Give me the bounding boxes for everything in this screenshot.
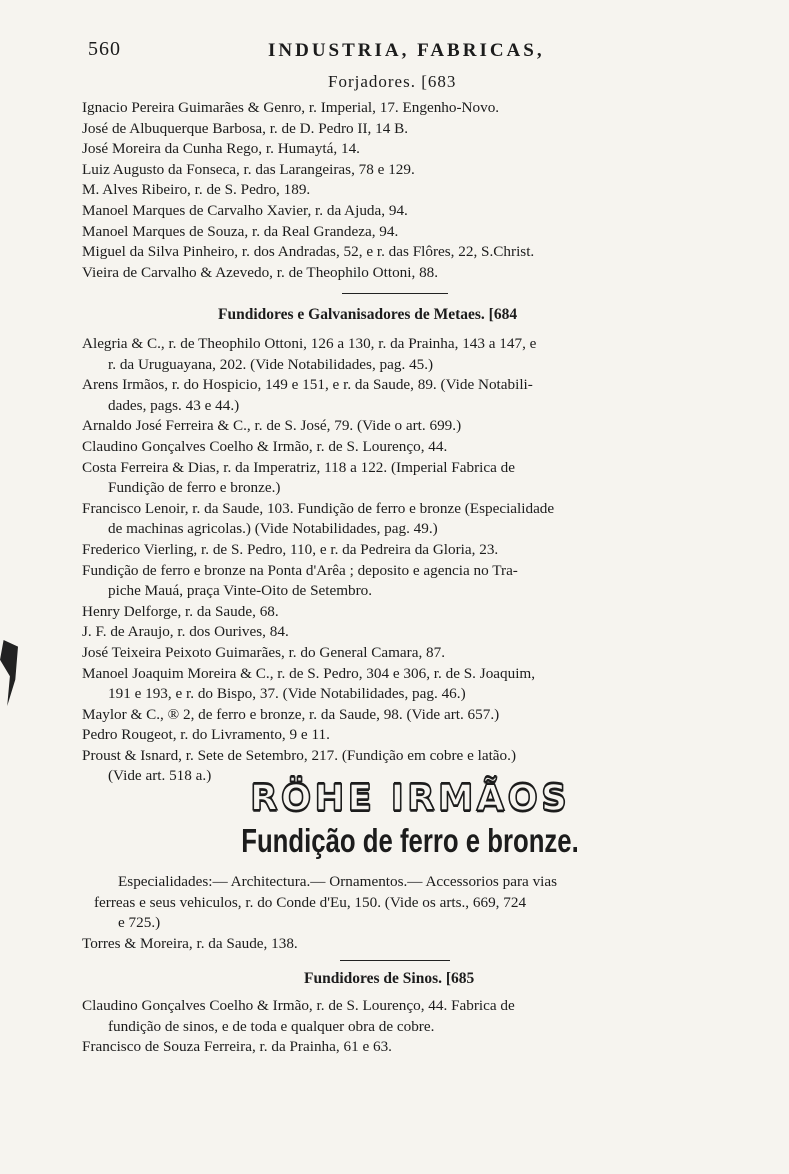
advert-line: e 725.)	[118, 914, 161, 932]
entry-line: Vieira de Carvalho & Azevedo, r. de Theophilo Ottoni, 88.	[82, 263, 439, 281]
list-entry	[82, 139, 732, 160]
advert-line: Especialidades:— Architectura.— Ornamentos.— Accessorios para vias	[118, 873, 558, 890]
entry-line: Alegria & C., r. de Theophilo Ottoni, 126 a 130, r. da Prainha, 143 a 147, e	[82, 335, 537, 352]
list-entry	[82, 375, 732, 416]
entry-line: Maylor & C., ® 2, de ferro e bronze, r. da Saude, 98. (Vide art. 657.)	[82, 705, 500, 723]
list-entry	[82, 602, 732, 623]
list-entry	[82, 119, 732, 140]
entry-line: Manoel Marques de Carvalho Xavier, r. da Ajuda, 94.	[82, 201, 408, 219]
list-entry	[82, 98, 732, 119]
list-entry	[82, 725, 732, 746]
running-head: INDUSTRIA, FABRICAS,	[268, 40, 545, 61]
list-entry	[82, 458, 732, 499]
entry-line: Proust & Isnard, r. Sete de Setembro, 217. (Fundição em cobre e latão.)	[82, 746, 516, 764]
entry-line: Fundição de ferro e bronze.)	[108, 479, 281, 497]
entry-line: dades, pags. 43 e 44.)	[108, 396, 240, 414]
entry-line: Manoel Marques de Souza, r. da Real Grandeza, 94.	[82, 222, 399, 240]
advert-subtitle: Fundição de ferro e bronze.	[241, 822, 579, 859]
section-divider	[340, 960, 450, 961]
entry-line: piche Mauá, praça Vinte-Oito de Setembro.	[108, 582, 373, 600]
list-entry	[82, 242, 732, 263]
entry-line: Arens Irmãos, r. do Hospicio, 149 e 151, e r. da Saude, 89. (Vide Notabili-	[82, 376, 533, 394]
section-divider	[342, 293, 448, 294]
list-entry	[82, 561, 732, 602]
page-number: 560	[88, 38, 121, 60]
entry-line: M. Alves Ribeiro, r. de S. Pedro, 189.	[82, 181, 311, 199]
list-entry	[82, 499, 732, 540]
entry-line: Arnaldo José Ferreira & C., r. de S. José, 79. (Vide o art. 699.)	[82, 417, 462, 435]
list-entry	[82, 201, 732, 222]
list-entry	[82, 705, 732, 726]
entry-line: Henry Delforge, r. da Saude, 68.	[82, 602, 279, 620]
entry-line: Miguel da Silva Pinheiro, r. dos Andradas, 52, e r. das Flôres, 22, S.Christ.	[82, 243, 535, 261]
list-entry	[82, 996, 732, 1037]
list-entry	[82, 622, 732, 643]
advert-body	[82, 872, 732, 934]
list-entry	[82, 437, 732, 458]
list-entry	[82, 664, 732, 705]
section-title-fundidores-sinos: Fundidores de Sinos. [685	[304, 970, 475, 987]
advert-line: ferreas e seus vehiculos, r. do Conde d'Eu, 150. (Vide os arts., 669, 724	[94, 893, 527, 911]
section-continuation-heading: Forjadores. [683	[328, 72, 457, 91]
entry-line: Pedro Rougeot, r. do Livramento, 9 e 11.	[82, 726, 330, 744]
ink-mark	[0, 640, 18, 706]
entry-line: Fundição de ferro e bronze na Ponta d'Arêa ; deposito e agencia no Tra-	[82, 561, 518, 579]
entry-line: Francisco Lenoir, r. da Saude, 103. Fundição de ferro e bronze (Especialidade	[82, 499, 555, 517]
entry-line: Torres & Moreira, r. da Saude, 138.	[82, 935, 298, 952]
list-entry	[82, 416, 732, 437]
entry-line: Claudino Gonçalves Coelho & Irmão, r. de S. Lourenço, 44.	[82, 437, 448, 455]
entry-line: José Teixeira Peixoto Guimarães, r. do General Camara, 87.	[82, 643, 446, 661]
entry-line: José Moreira da Cunha Rego, r. Humaytá, 14.	[82, 140, 360, 158]
entry-list-forjadores	[82, 98, 732, 283]
entry-list-fundidores-metaes	[82, 334, 732, 787]
entry-line: de machinas agricolas.) (Vide Notabilidades, pag. 49.)	[108, 520, 438, 538]
entry-line: José de Albuquerque Barbosa, r. de D. Pedro II, 14 B.	[82, 119, 409, 137]
section-title-fundidores-metaes: Fundidores e Galvanisadores de Metaes. [684	[218, 306, 518, 323]
entry-line: 191 e 193, e r. do Bispo, 37. (Vide Notabilidades, pag. 46.)	[108, 685, 466, 703]
entry-line: Luiz Augusto da Fonseca, r. das Larangeiras, 78 e 129.	[82, 160, 415, 178]
list-entry	[82, 263, 732, 284]
list-entry	[82, 334, 732, 375]
entry-line: Manoel Joaquim Moreira & C., r. de S. Pedro, 304 e 306, r. de S. Joaquim,	[82, 664, 536, 682]
list-entry	[82, 180, 732, 201]
entry-line: r. da Uruguayana, 202. (Vide Notabilidades, pag. 45.)	[108, 355, 434, 373]
entry-line: (Vide art. 518 a.)	[108, 767, 212, 785]
entry-line: Costa Ferreira & Dias, r. da Imperatriz, 118 a 122. (Imperial Fabrica de	[82, 458, 515, 476]
entry-list-fundidores-metaes-tail	[82, 934, 732, 955]
advert-company-name: RÖHE IRMÃOS	[250, 778, 570, 819]
list-entry	[82, 222, 732, 243]
entry-line: J. F. de Araujo, r. dos Ourives, 84.	[82, 623, 289, 641]
entry-line: Ignacio Pereira Guimarães & Genro, r. Imperial, 17. Engenho-Novo.	[82, 99, 500, 116]
entry-line: fundição de sinos, e de toda e qualquer obra de cobre.	[108, 1017, 435, 1035]
entry-list-fundidores-sinos	[82, 996, 732, 1058]
list-entry	[82, 643, 732, 664]
list-entry	[82, 1037, 732, 1058]
list-entry	[82, 934, 732, 955]
entry-line: Frederico Vierling, r. de S. Pedro, 110, e r. da Pedreira da Gloria, 23.	[82, 540, 499, 558]
entry-line: Francisco de Souza Ferreira, r. da Prainha, 61 e 63.	[82, 1038, 392, 1056]
list-entry	[82, 540, 732, 561]
list-entry	[82, 160, 732, 181]
entry-line: Claudino Gonçalves Coelho & Irmão, r. de S. Lourenço, 44. Fabrica de	[82, 997, 515, 1014]
